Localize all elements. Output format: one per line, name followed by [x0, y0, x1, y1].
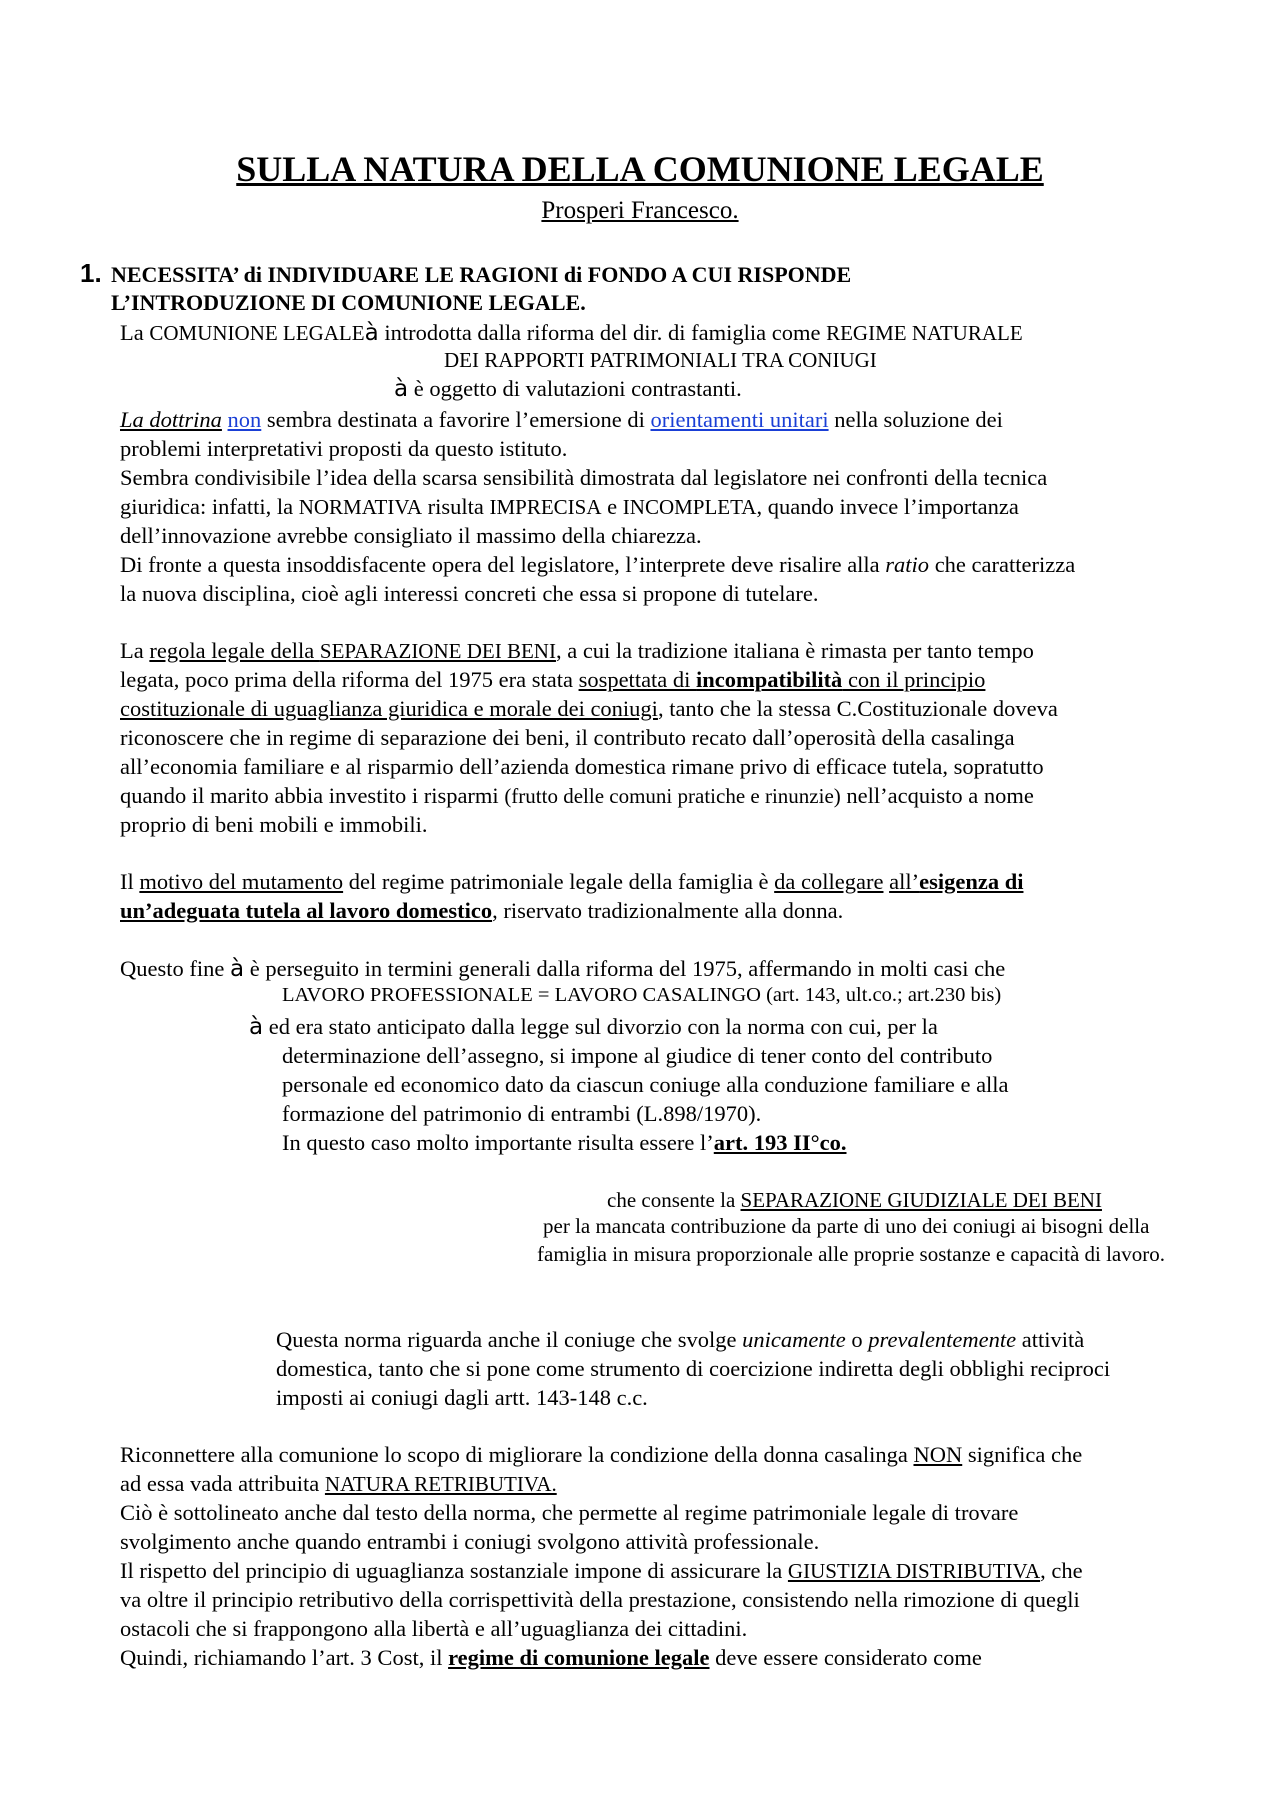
- text: ratio: [885, 552, 930, 577]
- paragraph-5-line4: riconoscere che in regime di separazione dei beni, il contributo recato dall’operosità della casalinga: [120, 725, 1015, 750]
- text: incompatibilità: [696, 667, 843, 692]
- text: , che: [1040, 1558, 1083, 1583]
- paragraph-10-line1: [120, 1440, 1082, 1469]
- section-heading: [111, 261, 851, 317]
- text: attività: [1016, 1327, 1085, 1352]
- text: SEPARAZIONE DEI BENI: [319, 639, 556, 663]
- paragraph-7-line6: formazione del patrimonio di entrambi (L.898/1970).: [282, 1101, 762, 1126]
- text: risulta: [422, 494, 490, 519]
- text: Di fronte a questa insoddisfacente opera del legislatore, l’interprete deve risalire alla: [120, 552, 886, 577]
- text: deve essere considerato come: [709, 1645, 982, 1670]
- text: regime di comunione legale: [448, 1645, 710, 1670]
- text: prevalentemente: [868, 1327, 1017, 1352]
- paragraph-7-line3: [249, 1012, 938, 1042]
- paragraph-6-line2: [120, 896, 843, 925]
- text: , a cui la tradizione italiana è rimasta per tanto tempo: [555, 638, 1034, 663]
- paragraph-9-line2: domestica, tanto che si pone come strumento di coercizione indiretta degli obblighi reciproci: [276, 1356, 1111, 1381]
- paragraph-1-line1: [120, 318, 1023, 348]
- text: [149, 638, 556, 663]
- text: , riservato tradizionalmente alla donna.: [492, 898, 844, 923]
- paragraph-7-line2: [282, 984, 1001, 1007]
- text: Il: [120, 869, 140, 894]
- section-heading-line2: L’INTRODUZIONE DI COMUNIONE LEGALE.: [111, 290, 586, 315]
- text: motivo del mutamento: [139, 869, 344, 894]
- text: Questo fine: [120, 956, 230, 981]
- paragraph-7-line7: [282, 1128, 847, 1157]
- paragraph-2-line2: problemi interpretativi proposti da questo istituto.: [120, 436, 568, 461]
- paragraph-8-line1: [607, 1186, 1102, 1215]
- text: In questo caso molto importante risulta essere l’: [282, 1130, 714, 1155]
- text: , quando invece l’importanza: [756, 494, 1019, 519]
- text: significa che: [962, 1442, 1083, 1467]
- text: NORMATIVA: [298, 495, 422, 519]
- paragraph-6-line1: [120, 867, 1023, 896]
- text: SEPARAZIONE GIUDIZIALE DEI BENI: [740, 1188, 1102, 1212]
- text: LAVORO PROFESSIONALE = LAVORO CASALINGO: [282, 984, 761, 1006]
- text: che consente la: [607, 1188, 741, 1212]
- text: GIUSTIZIA DISTRIBUTIVA: [787, 1559, 1041, 1583]
- text: La: [120, 320, 150, 345]
- section-number: 1.: [80, 258, 102, 288]
- document-author: Prosperi Francesco.: [541, 197, 739, 224]
- text: del regime patrimoniale legale della famiglia è: [343, 869, 775, 894]
- paragraph-5-line1: [120, 636, 1034, 666]
- text: un’adeguata tutela al lavoro domestico: [120, 898, 493, 923]
- paragraph-1-line3: [394, 374, 742, 404]
- text: esigenza di: [919, 869, 1024, 894]
- paragraph-5-line2: [120, 665, 985, 694]
- link-orientamenti-unitari[interactable]: orientamenti unitari: [650, 407, 829, 432]
- text: IMPRECISA: [489, 495, 602, 519]
- text: unicamente: [742, 1327, 846, 1352]
- text: ed era stato anticipato dalla legge sul divorzio con la norma con cui, per la: [263, 1014, 938, 1039]
- text: nella soluzione dei: [828, 407, 1003, 432]
- paragraph-10-line8: [120, 1643, 982, 1672]
- arrow-right-icon: à: [394, 376, 409, 402]
- text: Il rispetto del principio di uguaglianza sostanziale impone di assicurare la: [120, 1558, 788, 1583]
- text: REGIME NATURALE: [826, 321, 1023, 345]
- text: Riconnettere alla comunione lo scopo di migliorare la condizione della donna casalinga: [120, 1442, 914, 1467]
- paragraph-3-line2: [120, 492, 1019, 522]
- paragraph-5-line7: proprio di beni mobili e immobili.: [120, 812, 428, 837]
- text: sospettata di: [578, 667, 697, 692]
- paragraph-10-line7: ostacoli che si frappongono alla libertà e all’uguaglianza dei cittadini.: [120, 1616, 748, 1641]
- text: regola legale della: [149, 638, 320, 663]
- paragraph-10-line4: svolgimento anche quando entrambi i coniugi svolgono attività professionale.: [120, 1529, 820, 1554]
- text: che caratterizza: [929, 552, 1076, 577]
- text: da collegare: [774, 869, 884, 894]
- text: NON: [913, 1442, 963, 1467]
- paragraph-2-line1: [120, 405, 1003, 434]
- paragraph-3-line1: Sembra condivisibile l’idea della scarsa sensibilità dimostrata dal legislatore nei confronti della tecnica: [120, 465, 1048, 490]
- paragraph-5-line5: all’economia familiare e al risparmio dell’azienda domestica rimane privo di efficace tutela, sopratutto: [120, 754, 1044, 779]
- paragraph-7-line5: personale ed economico dato da ciascun coniuge alla conduzione familiare e alla: [282, 1072, 1009, 1097]
- text: COMUNIONE LEGALE: [149, 321, 365, 345]
- text: sembra destinata a favorire l’emersione di: [261, 407, 651, 432]
- text: nell’acquisto a nome: [840, 783, 1034, 808]
- text: Quindi, richiamando l’art. 3 Cost, il: [120, 1645, 449, 1670]
- text: NATURA RETRIBUTIVA.: [324, 1472, 557, 1496]
- text: all’: [889, 869, 920, 894]
- paragraph-4-line2: la nuova disciplina, cioè agli interessi concreti che essa si propone di tutelare.: [120, 581, 819, 606]
- paragraph-10-line5: [120, 1556, 1083, 1586]
- arrow-right-icon: à: [249, 1014, 264, 1040]
- paragraph-10-line2: [120, 1469, 557, 1499]
- arrow-right-icon: à: [229, 956, 245, 982]
- text: art. 193 II°co.: [713, 1130, 847, 1155]
- text: INCOMPLETA: [622, 495, 757, 519]
- paragraph-7-line1: [120, 954, 1005, 984]
- paragraph-9-line1: [276, 1325, 1084, 1354]
- text: ad essa vada attribuita: [120, 1471, 325, 1496]
- arrow-right-icon: à: [364, 320, 379, 346]
- text: con il principio: [842, 667, 986, 692]
- text: costituzionale di uguaglianza giuridica e morale dei coniugi: [120, 696, 658, 721]
- text: giuridica: infatti, la: [120, 494, 299, 519]
- paragraph-5-line3: [120, 694, 1058, 723]
- paragraph-1-line2: DEI RAPPORTI PATRIMONIALI TRA CONIUGI: [444, 348, 877, 372]
- text: (frutto delle comuni pratiche e rinunzie): [504, 784, 841, 808]
- paragraph-9-line3: imposti ai coniugi dagli artt. 143-148 c.c.: [276, 1385, 648, 1410]
- text: La: [120, 638, 150, 663]
- document-title: SULLA NATURA DELLA COMUNIONE LEGALE: [236, 149, 1044, 189]
- text: Questa norma riguarda anche il coniuge che svolge: [276, 1327, 743, 1352]
- link-non[interactable]: non: [227, 407, 262, 432]
- paragraph-10-line3: Ciò è sottolineato anche dal testo della norma, che permette al regime patrimoniale legale di trovare: [120, 1500, 1019, 1525]
- paragraph-5-line6: [120, 781, 1034, 811]
- text: o: [845, 1327, 869, 1352]
- section-heading-line1: NECESSITA’ di INDIVIDUARE LE RAGIONI di FONDO A CUI RISPONDE: [111, 262, 852, 287]
- paragraph-8-line3: famiglia in misura proporzionale alle proprie sostanze e capacità di lavoro.: [537, 1242, 1166, 1266]
- text: La dottrina: [120, 407, 222, 432]
- text: legata, poco prima della riforma del 1975 era stata: [120, 667, 579, 692]
- paragraph-3-line3: dell’innovazione avrebbe consigliato il massimo della chiarezza.: [120, 523, 702, 548]
- text: e: [601, 494, 623, 519]
- paragraph-7-line4: determinazione dell’assegno, si impone al giudice di tener conto del contributo: [282, 1043, 993, 1068]
- text: è perseguito in termini generali dalla riforma del 1975, affermando in molti casi che: [244, 956, 1006, 981]
- paragraph-4-line1: [120, 550, 1075, 579]
- text: introdotta dalla riforma del dir. di famiglia come: [378, 320, 827, 345]
- text: , tanto che la stessa C.Costituzionale doveva: [657, 696, 1058, 721]
- text: è oggetto di valutazioni contrastanti.: [408, 376, 742, 401]
- paragraph-10-line6: va oltre il principio retributivo della corrispettività della prestazione, consistendo nella rimozione di quegli: [120, 1587, 1080, 1612]
- text: quando il marito abbia investito i risparmi: [120, 783, 505, 808]
- text: (art. 143, ult.co.; art.230 bis): [760, 984, 1002, 1006]
- paragraph-8-line2: per la mancata contribuzione da parte di uno dei coniugi ai bisogni della: [543, 1214, 1150, 1238]
